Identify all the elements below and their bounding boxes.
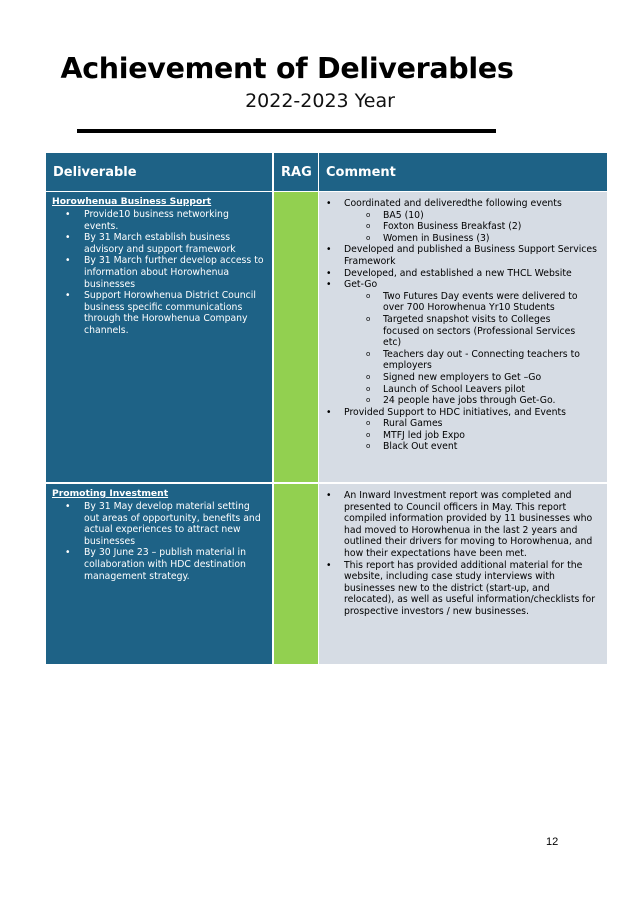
- row-1-deliverable-item: • By 31 March further develop access to information about Horowhenua businesses: [46, 255, 272, 290]
- row-1-comment-subitem: o Foxton Business Breakfast (2): [344, 221, 597, 233]
- row-2-deliverable-item: • By 30 June 23 – publish material in collaboration with HDC destination management strategy.: [46, 547, 272, 582]
- row-2-deliverable-item: • By 31 May develop material setting out areas of opportunity, benefits and actual experiences to attract new businesses: [46, 501, 272, 547]
- row-1-comment-item: • Developed, and established a new THCL Website: [319, 268, 607, 280]
- row-1-comment-subitem: o MTFJ led job Expo: [344, 430, 597, 442]
- row-2-deliverable-cell: [46, 484, 272, 664]
- row-1-comment-text: Coordinated and deliveredthe following events: [344, 198, 562, 209]
- row-1-comment-subitem: o Two Futures Day events were delivered to over 700 Horowhenua Yr10 Students: [344, 291, 597, 314]
- row-1-comment-subitem: o Teachers day out - Connecting teachers to employers: [344, 349, 597, 372]
- row-1-comment-text: Get-Go: [344, 279, 378, 291]
- row-1-title: Horowhenua Business Support: [52, 196, 212, 207]
- page-title: Achievement of Deliverables: [60, 52, 514, 85]
- row-1-comment-subitem: o Rural Games: [344, 418, 597, 430]
- row-1-comment-subitem: o Targeted snapshot visits to Colleges focused on sectors (Professional Services etc): [344, 314, 597, 349]
- header-deliverable-label: Deliverable: [53, 164, 137, 180]
- page-subtitle: 2022-2023 Year: [245, 90, 395, 112]
- row-2-rag-status: [274, 484, 318, 664]
- row-1-comment-item: [319, 279, 607, 407]
- title-divider: [77, 129, 496, 133]
- row-1-comment-subitem: o Women in Business (3): [344, 233, 597, 245]
- row-1-comment-subitem: o Black Out event: [344, 441, 597, 453]
- row-1-comment-subitem: o BA5 (10): [344, 210, 597, 222]
- page-number: 12: [546, 836, 559, 848]
- row-1-comment-item: • Developed and published a Business Support Services Framework: [319, 244, 607, 267]
- row-2-comment-item: • This report has provided additional material for the website, including case study interviews with businesses new to the district (start-up, and relocated), as well as useful information/checklists for prospective investors / new businesses.: [319, 560, 607, 618]
- row-2-title: Promoting Investment: [52, 488, 169, 499]
- row-1-rag-status: [274, 192, 318, 482]
- row-1-comment-subitem: o 24 people have jobs through Get-Go.: [344, 395, 597, 407]
- row-1-comment-subitem: o Signed new employers to Get –Go: [344, 372, 597, 384]
- row-1-comment-item: [319, 407, 607, 453]
- header-rag: [274, 153, 318, 191]
- row-1-comment-subitem: o Launch of School Leavers pilot: [344, 384, 597, 396]
- row-1-comment-item: [319, 198, 607, 244]
- header-comment-label: Comment: [326, 164, 396, 180]
- row-1-comment-text: Provided Support to HDC initiatives, and Events: [344, 406, 567, 418]
- header-deliverable: [46, 153, 272, 191]
- row-1-deliverable-item: • By 31 March establish business advisory and support framework: [46, 232, 272, 255]
- row-1-comment-cell: [319, 192, 607, 482]
- row-2-comment-cell: [319, 484, 607, 664]
- row-2-comment-item: • An Inward Investment report was completed and presented to Council officers in May. This report compiled information provided by 11 businesses who had moved to Horowhenua in the last 2 years and outlined their drivers for moving to Horowhenua, and how their expectations have been met.: [319, 490, 607, 560]
- row-1-deliverable-item: • Provide10 business networking events.: [46, 209, 272, 232]
- header-rag-label: RAG: [281, 164, 312, 180]
- row-1-deliverable-item: • Support Horowhenua District Council business specific communications through the Horowhenua Company channels.: [46, 290, 272, 336]
- header-comment: [319, 153, 607, 191]
- row-1-deliverable-cell: [46, 192, 272, 482]
